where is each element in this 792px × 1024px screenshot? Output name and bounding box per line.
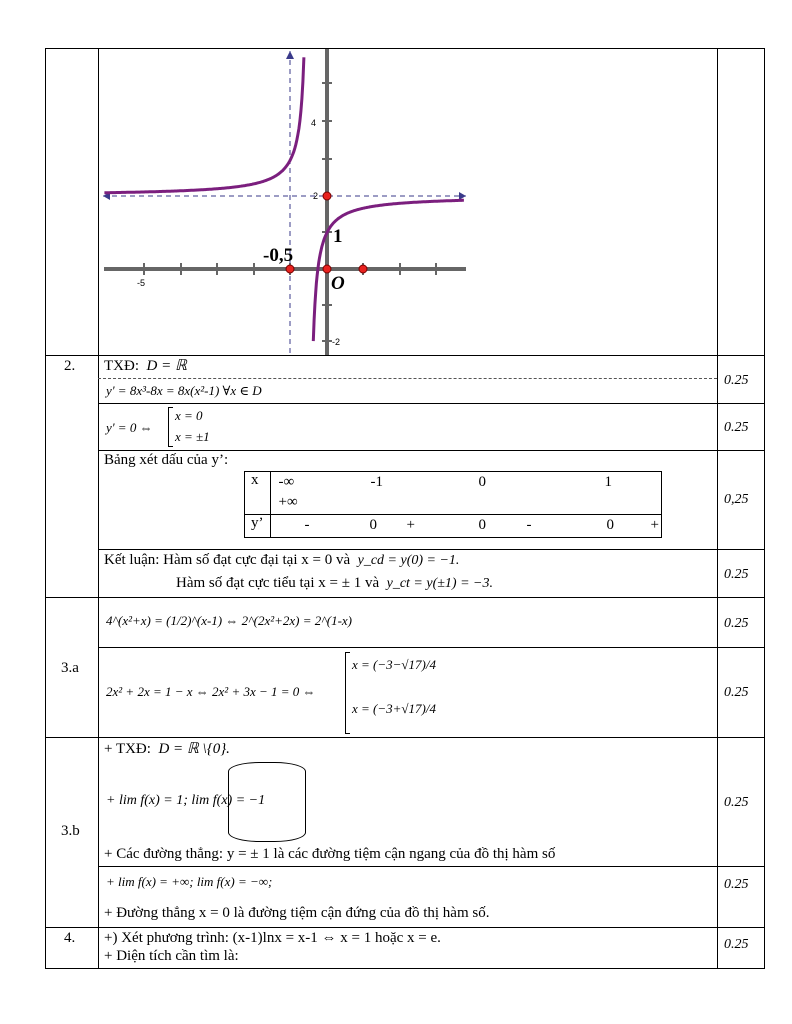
tick-y2: 2 xyxy=(313,191,319,201)
sign-table-y-label: y’ xyxy=(245,515,271,538)
horizontal-asymptote-text: + Các đường thẳng: y = ± 1 là các đường tiệm cận ngang của đồ thị hàm số xyxy=(104,846,556,862)
subrow-sep xyxy=(98,403,765,404)
score: 0.25 xyxy=(724,685,749,700)
txd-label: TXĐ: D = ℝ xyxy=(104,358,187,374)
point-neg-half xyxy=(286,265,294,273)
subrow-sep xyxy=(98,866,765,867)
table-border-col2 xyxy=(717,48,718,968)
sign-table xyxy=(244,471,662,538)
root-1: x = 0 xyxy=(175,408,203,423)
score: 0.25 xyxy=(724,795,749,810)
roots-lhs: y' = 0 ⇔ xyxy=(106,420,153,435)
row-number-2: 2. xyxy=(64,358,76,374)
point-y2 xyxy=(323,192,331,200)
score: 0.25 xyxy=(724,937,749,952)
row-sep-graph xyxy=(45,355,765,356)
row4-line2: + Diện tích cần tìm là: xyxy=(104,948,239,964)
solution-1: x = (−3−√17)/4 xyxy=(352,657,436,672)
subrow-sep xyxy=(98,647,765,648)
x-one: 1 xyxy=(604,474,612,490)
sign: 0 xyxy=(606,517,614,533)
limit-line: + lim f(x) = 1; lim f(x) = −1 xyxy=(106,793,266,808)
row-sep-2 xyxy=(45,597,765,598)
row-sep-3a xyxy=(45,737,765,738)
score: 0.25 xyxy=(724,373,749,388)
x-zero: 0 xyxy=(478,474,486,490)
tick-x-neg5: -5 xyxy=(137,278,146,288)
vertical-limit-line: + lim f(x) = +∞; lim f(x) = −∞; xyxy=(106,874,273,889)
sign-table-y-row xyxy=(270,515,661,538)
asymptote-arrow-up xyxy=(286,51,294,59)
root-2: x = ±1 xyxy=(175,429,210,444)
score: 0,25 xyxy=(724,492,749,507)
conclusion-max: Kết luận: Hàm số đạt cực đại tại x = 0 và y_cd = y(0) = −1. xyxy=(104,552,460,568)
x-pos-inf: +∞ xyxy=(278,494,298,510)
row4-line1: +) Xét phương trình: (x-1)lnx = x-1 ⇔ x = 1 hoặc x = e. xyxy=(104,930,441,946)
score: 0.25 xyxy=(724,877,749,892)
x-neg-one: -1 xyxy=(370,474,383,490)
equation-2: 2x² + 2x = 1 − x ⇔ 2x² + 3x − 1 = 0 ⇔ xyxy=(106,684,316,699)
score: 0.25 xyxy=(724,567,749,582)
tick-y-neg2: -2 xyxy=(332,337,341,347)
sign-table-title: Bảng xét dấu của y’: xyxy=(104,452,229,468)
score: 0.25 xyxy=(724,420,749,435)
table-border-left xyxy=(45,48,46,968)
sign: - xyxy=(526,517,532,533)
sign: + xyxy=(650,517,659,533)
x-neg-inf: -∞ xyxy=(278,474,295,490)
derivative-expr: y' = 8x³-8x = 8x(x²-1) ∀x ∈ D xyxy=(106,383,262,398)
curve-left-branch xyxy=(104,57,304,192)
table-border-bottom xyxy=(45,968,765,969)
function-graph xyxy=(99,49,716,355)
row-number-3a: 3.a xyxy=(61,660,79,676)
row-number-4: 4. xyxy=(64,930,76,946)
sign: + xyxy=(406,517,415,533)
sign: 0 xyxy=(369,517,377,533)
sign: - xyxy=(304,517,310,533)
solution-2: x = (−3+√17)/4 xyxy=(352,701,436,716)
point-origin xyxy=(323,265,331,273)
vertical-asymptote-text: + Đường thẳng x = 0 là đường tiệm cận đứng của đồ thị hàm số. xyxy=(104,905,490,921)
txd-label-3b: + TXĐ: D = ℝ \{0}. xyxy=(104,741,230,757)
conclusion-min: Hàm số đạt cực tiểu tại x = ± 1 và y_ct = y(±1) = −3. xyxy=(176,575,493,591)
label-one: 1 xyxy=(333,226,343,247)
subrow-sep xyxy=(98,450,765,451)
equation-1: 4^(x²+x) = (1/2)^(x-1) ⇔ 2^(2x²+2x) = 2^(1-x) xyxy=(106,613,353,628)
dotted-sep xyxy=(98,378,717,379)
sign-table-x-label: x xyxy=(245,472,271,515)
score: 0.25 xyxy=(724,616,749,631)
bracket xyxy=(168,407,173,447)
point-one xyxy=(359,265,367,273)
label-neg-half: -0,5 xyxy=(263,245,294,266)
bracket xyxy=(345,652,350,734)
table-border-right xyxy=(764,48,765,968)
sign-table-x-row xyxy=(270,472,661,515)
tick-y4: 4 xyxy=(311,118,317,128)
row-sep-3b xyxy=(45,927,765,928)
row-number-3b: 3.b xyxy=(61,823,80,839)
subrow-sep xyxy=(98,549,765,550)
label-origin: O xyxy=(331,273,345,294)
sign: 0 xyxy=(478,517,486,533)
